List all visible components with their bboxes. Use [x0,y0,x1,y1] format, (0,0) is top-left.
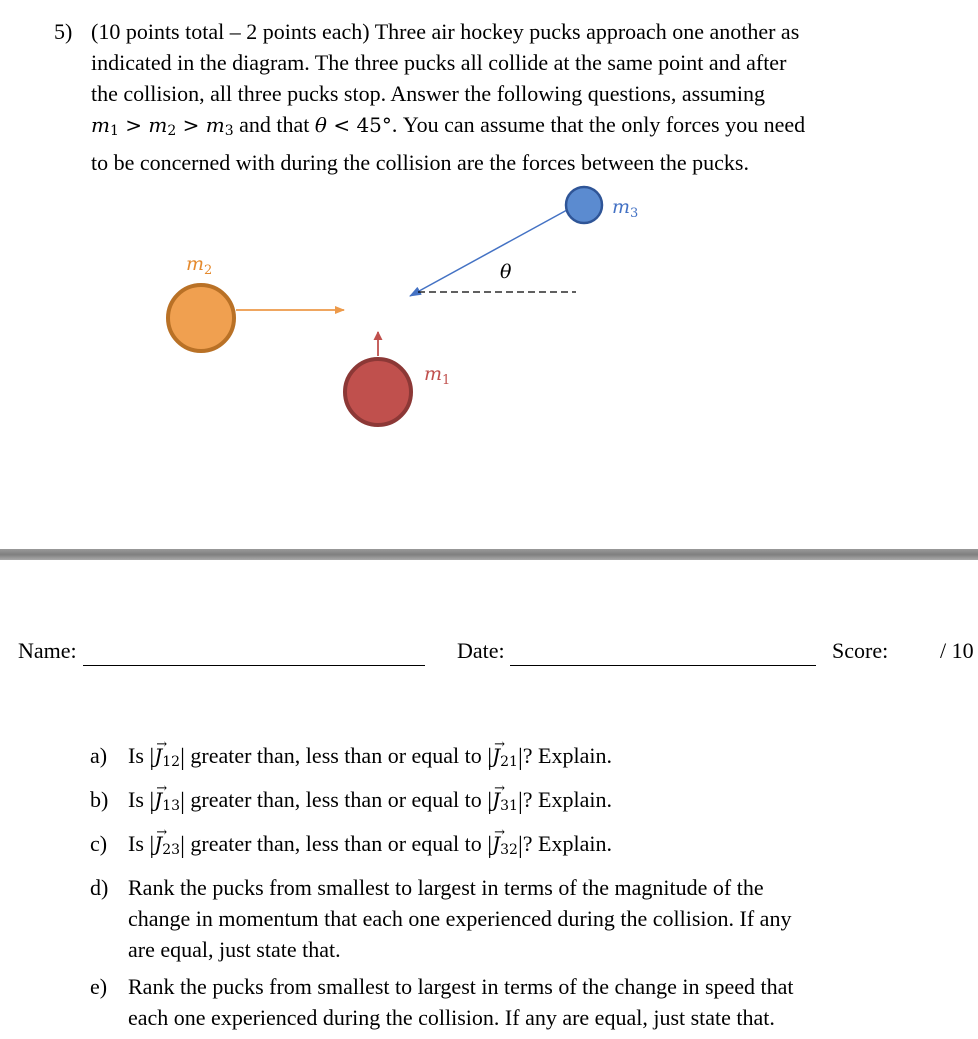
name-label: Name: [18,638,77,663]
problem-line-1: (10 points total – 2 points each) Three air hockey pucks approach one another as [91,19,800,44]
name-line[interactable] [83,665,425,666]
assumption-and: and that [239,112,310,137]
problem-line-5: to be concerned with during the collision are the forces between the pucks. [91,150,749,175]
impulse-j31: → $J_{31}$ [492,781,518,814]
puck-m3 [566,187,602,223]
question-e: e) Rank the pucks from smallest to largest in terms of the change in speed that each one experienced during the collision. If any are equal, just state that. [90,971,950,1033]
angle-condition: θ < 45° [314,113,392,137]
question-letter: c) [90,831,108,856]
question-c: c) Is | → $J_{23}|$ greater than, less than or equal to | → $J_{32}|$? Explain. [90,825,612,859]
assumption-tail: . You can assume that the only forces you need [391,112,806,137]
problem-line-3: the collision, all three pucks stop. Answer the following questions, assuming [91,81,765,106]
label-m1: $m_1$ [424,363,451,388]
question-b: b) Is | → $J_{13}|$ greater than, less than or equal to | → $J_{31}|$? Explain. [90,781,612,815]
header-row [0,638,978,670]
problem-line-4 [91,109,911,147]
question-letter: b) [90,787,109,812]
impulse-j12: → $J_{12}$ [154,737,181,770]
page-divider [0,549,978,560]
label-m2: $m_2$ [186,253,213,278]
question-letter: d) [90,875,109,900]
mass-inequality: $m_1 > m_2 > m_3$ [91,113,234,139]
score-total: / 10 [940,638,974,663]
date-line[interactable] [510,665,816,666]
problem-number: 5) [54,19,73,44]
m3-velocity-arrow [410,210,567,296]
impulse-j32: → $J_{32}$ [492,825,518,858]
impulse-j13: → $J_{13}$ [154,781,181,814]
impulse-j23: → $J_{23}$ [154,825,181,858]
label-theta: θ [500,261,512,283]
impulse-j21: → $J_{21}$ [492,737,518,770]
problem-statement [91,16,911,178]
puck-m2 [168,285,234,351]
question-letter: a) [90,743,108,768]
question-letter: e) [90,974,108,999]
date-label: Date: [457,638,505,663]
label-m3: $m_3$ [612,196,639,221]
question-list [90,737,950,1039]
collision-diagram [0,170,978,440]
question-d: d) Rank the pucks from smallest to largest in terms of the magnitude of the change in momentum that each one experienced during the collision. If any are equal, just state that. [90,872,950,965]
question-a: a) Is | → $J_{12}|$ greater than, less than or equal to | → $J_{21}|$? Explain. [90,737,612,771]
puck-m1 [345,359,411,425]
score-label: Score: [832,638,889,663]
problem-line-2: indicated in the diagram. The three pucks all collide at the same point and after [91,50,787,75]
